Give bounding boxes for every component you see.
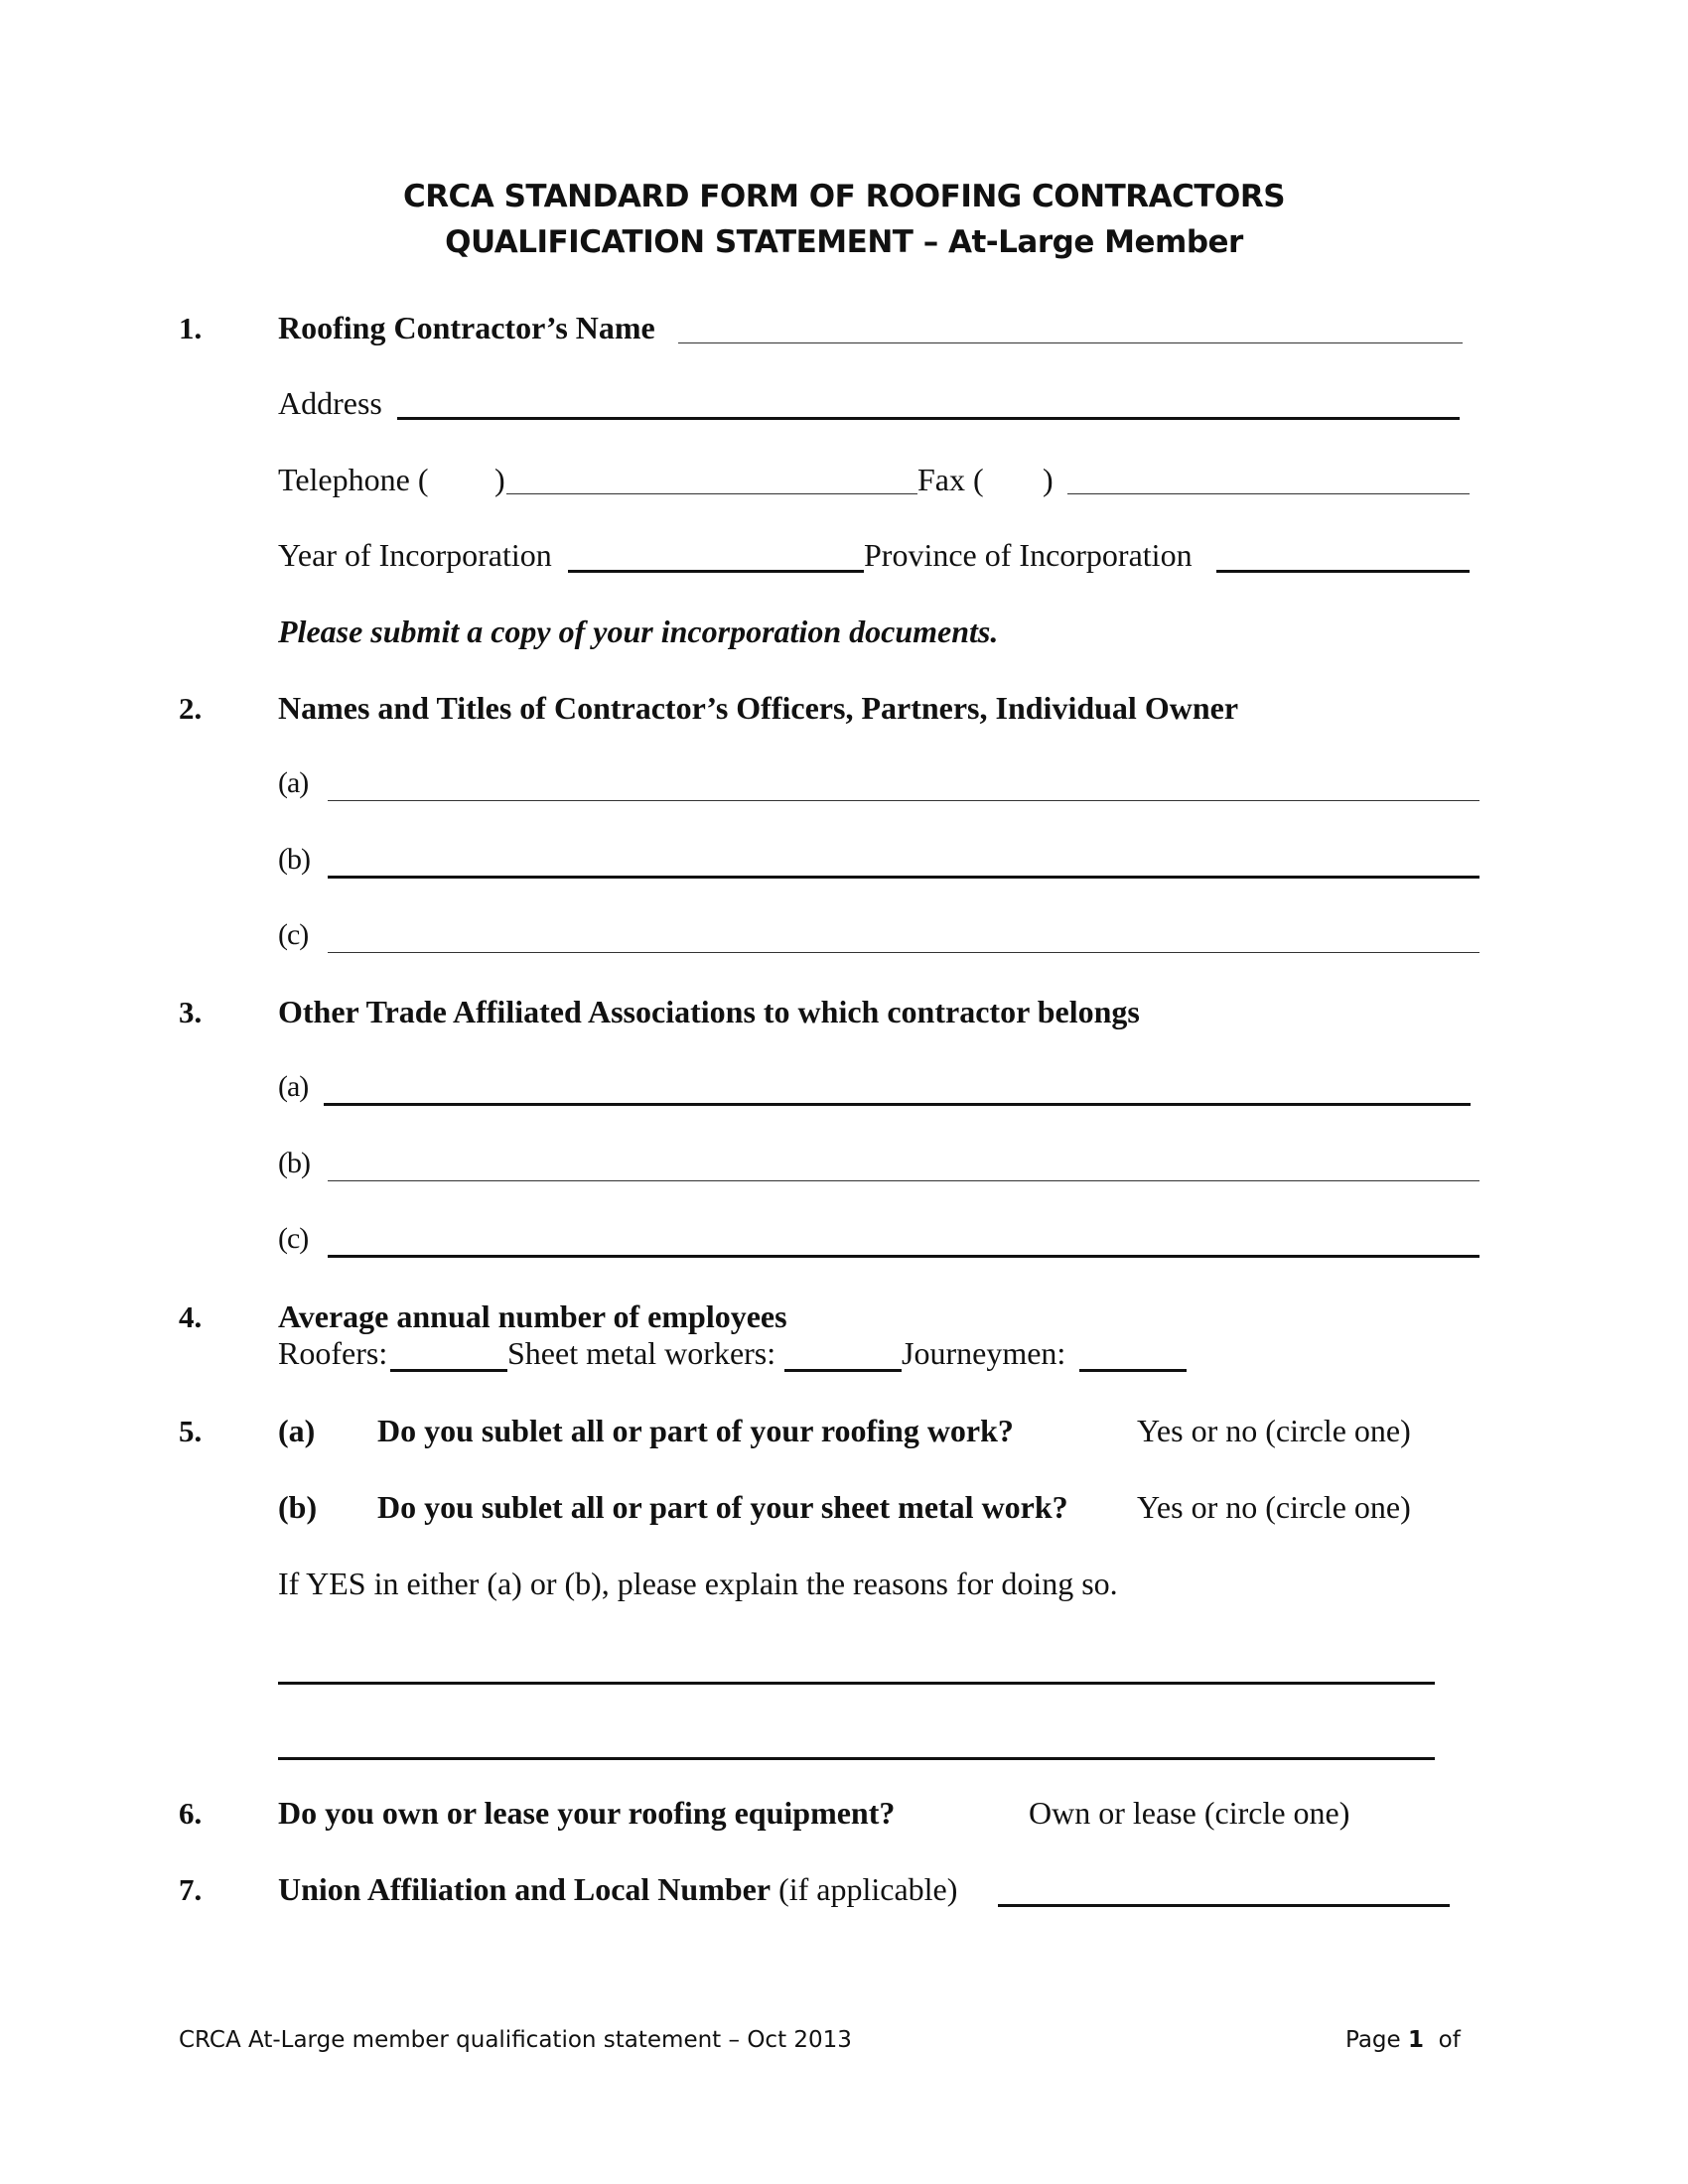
officer-b-field[interactable] [328,876,1479,879]
sublet-roofing-options[interactable]: Yes or no (circle one) [1137,1413,1411,1448]
province-of-incorporation-label: Province of Incorporation [864,537,1193,573]
sublet-sheet-metal-question: Do you sublet all or part of your sheet metal work? [377,1489,1068,1525]
section-3-heading: Other Trade Affiliated Associations to which contractor belongs [278,994,1140,1029]
telephone-field[interactable] [506,493,917,494]
officer-c-label: (c) [278,918,309,951]
footer-page-indicator [1345,2027,1461,2053]
section-2-number: 2. [179,691,203,726]
province-of-incorporation-field[interactable] [1216,570,1470,573]
incorporation-documents-note: Please submit a copy of your incorporation documents. [278,614,999,649]
section-5a-label: (a) [278,1413,316,1448]
section-5b-label: (b) [278,1489,318,1525]
form-title-line-1: CRCA STANDARD FORM OF ROOFING CONTRACTORS [402,179,1286,214]
section-1-number: 1. [179,311,203,345]
year-of-incorporation-field[interactable] [568,570,864,573]
officer-a-label: (a) [278,766,309,799]
sublet-explanation-line-2[interactable] [278,1757,1435,1760]
section-2-heading: Names and Titles of Contractor’s Officers, Partners, Individual Owner [278,690,1239,726]
roofers-field[interactable] [390,1369,507,1372]
officer-c-field[interactable] [328,952,1479,953]
association-c-label: (c) [278,1222,309,1255]
sublet-explain-instruction: If YES in either (a) or (b), please explain the reasons for doing so. [278,1566,1118,1601]
union-affiliation-field[interactable] [998,1904,1450,1907]
association-b-label: (b) [278,1147,310,1179]
section-5-number: 5. [179,1414,203,1448]
address-label: Address [278,385,382,421]
sublet-sheet-metal-options[interactable]: Yes or no (circle one) [1137,1489,1411,1525]
fax-close-paren: ) [1043,462,1054,497]
journeymen-field[interactable] [1079,1369,1187,1372]
union-affiliation-label-bold: Union Affiliation and Local Number [278,1871,772,1907]
year-of-incorporation-label: Year of Incorporation [278,537,552,573]
association-a-label: (a) [278,1070,309,1103]
section-4-heading: Average annual number of employees [278,1298,787,1334]
sublet-explanation-line-1[interactable] [278,1682,1435,1685]
contractor-name-field[interactable] [678,342,1463,343]
equipment-question: Do you own or lease your roofing equipment? [278,1795,896,1831]
footer-page-number: 1 [1408,2027,1425,2053]
officer-a-field[interactable] [328,800,1479,801]
officer-b-label: (b) [278,843,310,876]
association-a-field[interactable] [324,1103,1471,1106]
fax-label: Fax ( [917,462,984,497]
union-affiliation-label [278,1871,957,1908]
telephone-close-paren: ) [494,462,505,497]
telephone-label: Telephone ( [278,462,429,497]
sheet-metal-workers-field[interactable] [784,1369,902,1372]
footer-page-prefix: Page [1345,2027,1401,2053]
footer-page-suffix: of [1438,2027,1461,2053]
association-c-field[interactable] [328,1255,1479,1258]
section-7-number: 7. [179,1872,203,1907]
footer-document-label: CRCA At-Large member qualification statement – Oct 2013 [179,2027,852,2053]
contractor-name-label: Roofing Contractor’s Name [278,310,655,345]
journeymen-label: Journeymen: [902,1335,1066,1371]
equipment-options[interactable]: Own or lease (circle one) [1029,1795,1350,1831]
fax-field[interactable] [1067,493,1470,494]
section-3-number: 3. [179,995,203,1029]
section-4-number: 4. [179,1299,203,1334]
sublet-roofing-question: Do you sublet all or part of your roofing work? [377,1413,1014,1448]
roofers-label: Roofers: [278,1335,388,1371]
sheet-metal-workers-label: Sheet metal workers: [507,1335,776,1371]
form-title-line-2: QUALIFICATION STATEMENT – At-Large Member [445,224,1243,260]
association-b-field[interactable] [328,1180,1479,1181]
union-affiliation-label-plain: (if applicable) [778,1871,958,1907]
address-field[interactable] [397,417,1460,420]
section-6-number: 6. [179,1796,203,1831]
